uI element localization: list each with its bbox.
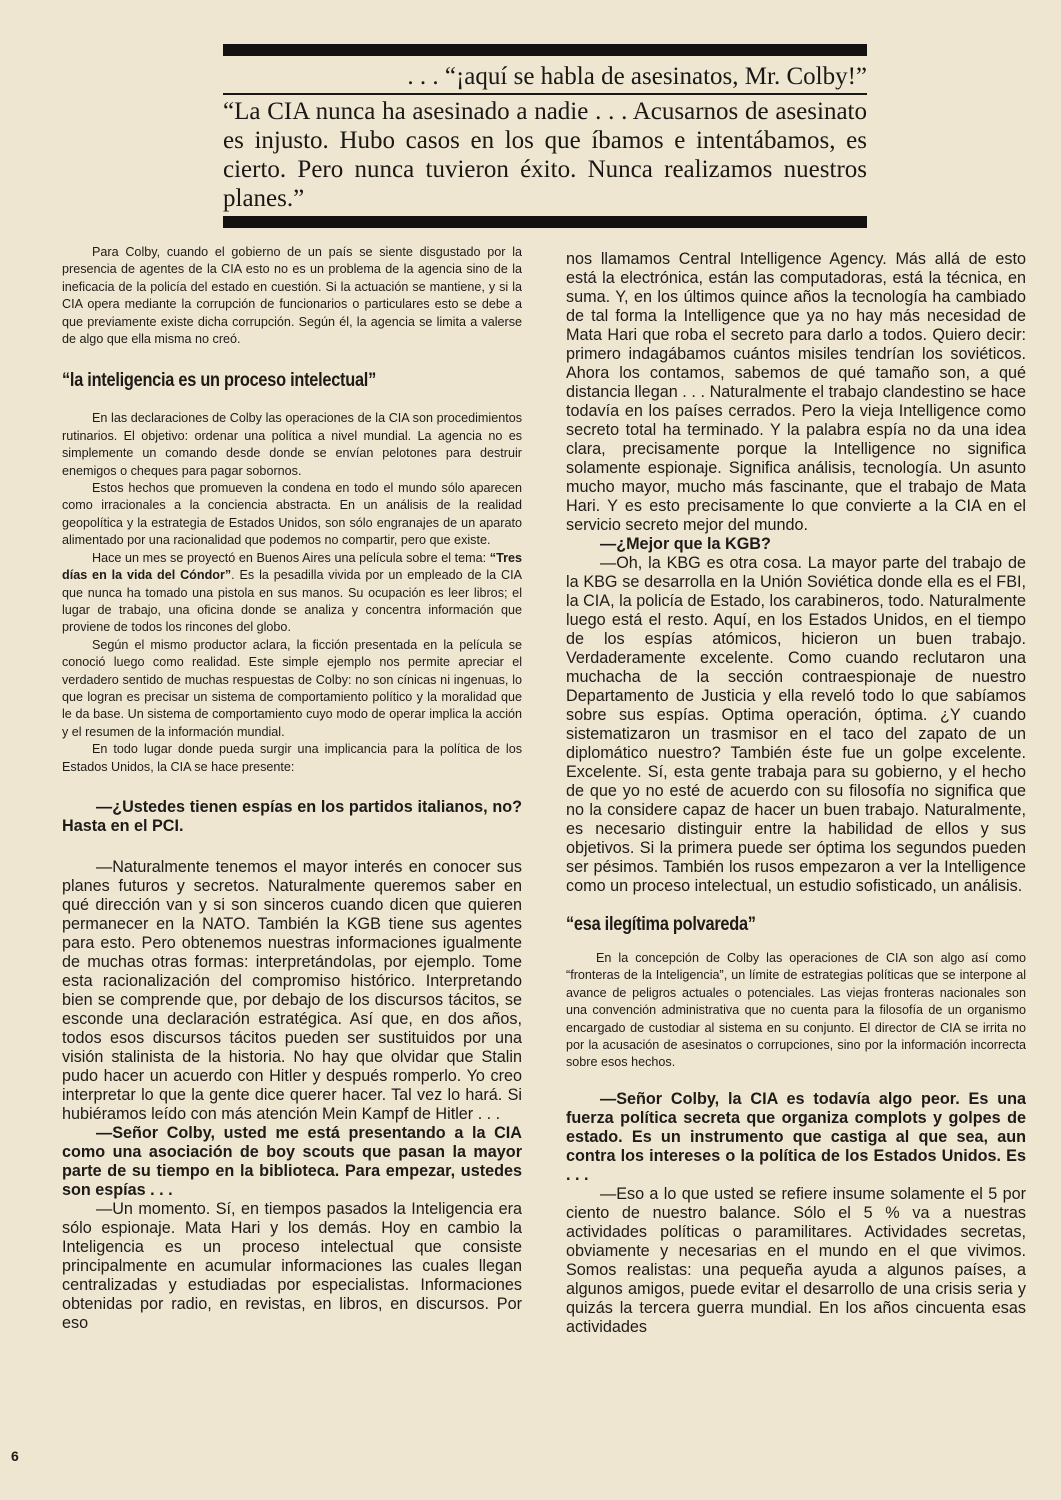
section-heading-inteligencia: “la inteligencia es un proceso intelectual” [62, 370, 376, 392]
body-paragraph: Según el mismo productor aclara, la ficción presentada en la película se conoció luego como realidad. Este simple ejemplo nos permite apreciar el verdadero sentido de muchas respuestas de Colby: no son cínicas ni ingenuas, lo que logran es precisar un sistema de comportamiento político y la moralidad que le da base. Un sistema de comportamiento cuyo modo de operar implica la acción y el resumen de la información mundial. [62, 637, 522, 739]
film-text-pre: Hace un mes se proyectó en Buenos Aires una película sobre el tema: [92, 550, 490, 565]
interview-answer: —Oh, la KBG es otra cosa. La mayor parte del trabajo de la KBG se desarrolla en la Unión Soviética donde ella es el FBI, la CIA, la policía de Estado, los carabineros, todo. Naturalmente luego está el resto. Aquí, en los Estados Unidos, en el tiempo de los espías atómicos, hicieron un buen trabajo. Verdaderamente excelente. Como cuando reclutaron una muchacha de la sección contraespionaje de nuestro Departamento de Justicia y ella reveló todo lo que sabíamos sobre sus espías. Optima operación, óptima. ¿Y cuando sistematizaron un trasmisor en el taco del zapato de un diplomático nuestro? También éste fue un golpe excelente. Excelente. Sí, esta gente trabaja para su gobierno, y el hecho de que yo no esté de acuerdo con su filosofía no significa que no la considere capaz de hacer un buen trabajo. Naturalmente, es necesario distinguir entre la habilidad de ellos y sus objetivos. Si la primera puede ser óptima los segundos pueden ser pésimos. También los rusos empezaron a ver la Intelligence como un proceso intelectual, un estudio sofisticado, un análisis. [566, 554, 1026, 895]
section-heading-polvareda: “esa ilegítima polvareda” [566, 914, 756, 935]
body-paragraph: En las declaraciones de Colby las operaciones de la CIA son procedimientos rutinarios. El objetivo: ordenar una política a nivel mundial. La agencia no es simplemente un comando desde donde se envían pelotones para destruir enemigos o cheques para pagar sobornos. [62, 411, 522, 478]
film-title: “Tres días en la vida del Cóndor” [62, 550, 522, 583]
body-paragraph-film [62, 550, 522, 637]
body-paragraph: En la concepción de Colby las operaciones de CIA son algo así como “fronteras de la Inteligencia”, un límite de estrategias políticas que se interpone al avance de peligros actuales o potenciales. Las viejas fronteras nacionales son una convención administrativa que no cuenta para la filosofía de un organismo encargado de custodiar al sistema en su conjunto. El director de CIA se irrita no por la acusación de asesinatos o corrupciones, sino por la información incorrecta sobre esos hechos. [566, 951, 1026, 1070]
interview-question: —¿Ustedes tienen espías en los partidos italianos, no? Hasta en el PCI. [62, 797, 522, 835]
interview-question: —Señor Colby, usted me está presentando a la CIA como una asociación de boy scouts que pasan la mayor parte de su tiempo en la biblioteca. Para empezar, ustedes son espías . . . [62, 1123, 522, 1199]
body-paragraph: Estos hechos que promueven la condena en todo el mundo sólo aparecen como irracionales a la conciencia abstracta. En un análisis de la realidad geopolítica y la estrategia de Estados Unidos, son sólo engranajes de un aparato alimentado por una racionalidad que podemos no compartir, pero que existe. [62, 481, 522, 548]
pull-quote-lead: . . . “¡aquí se habla de asesinatos, Mr. Colby!” [407, 63, 867, 90]
pull-quote-bottom-rule [223, 216, 867, 228]
right-column [566, 250, 1026, 1480]
film-text-post: . Es la pesadilla vivida por un empleado de la CIA que nunca ha tomado una pistola en sus manos. Su ocupación es leer libros; el lugar de trabajo, una oficina donde se analiza y concentra información que proviene de todos los rincones del globo. [62, 568, 522, 635]
interview-answer-continued: nos llamamos Central Intelligence Agency. Más allá de esto está la electrónica, están las computadoras, está la técnica, en suma. Y, en los últimos quince años la tecnología ha cambiado de tal forma la Intelligence que ya no hay más necesidad de Mata Hari que roba el secreto para darlo a todos. Quiero decir: primero indagábamos cuántos misiles tendrían los soviéticos. Ahora los contamos, sabemos de qué tamaño son, a qué distancia llegan . . . Naturalmente el trabajo clandestino se hace todavía en los países cerrados. Pero la vieja Intelligence como secreto total ha terminado. Y la palabra espía no da una idea clara, precisamente porque la Intelligence no significa solamente espionaje. Significa análisis, tecnología. Un asunto mucho mayor, mucho más fascinante, que el trabajo de Mata Hari. Y es esto precisamente lo que convierte a la CIA en el servicio secreto mejor del mundo. [566, 250, 1026, 534]
interview-question: —¿Mejor que la KGB? [600, 535, 771, 553]
interview-answer: —Un momento. Sí, en tiempos pasados la Inteligencia era sólo espionaje. Mata Hari y los demás. Hoy en cambio la Inteligencia es un proceso intelectual que consiste principalmente en acumular informaciones las cuales llegan centralizadas y estudiadas por especialistas. Informaciones obtenidas por radio, en revistas, en libros, en discursos. Por eso [62, 1199, 522, 1332]
interview-answer: —Naturalmente tenemos el mayor interés en conocer sus planes futuros y secretos. Naturalmente queremos saber en qué dirección van y si son sinceros cuando dicen que quieren permanecer en la NATO. También la KGB tiene sus agentes para esto. Pero obtenemos nuestras informaciones igualmente de muchas otras formas: interpretándolas, por ejemplo. Tome esta racionalización del compromiso histórico. Interpretando bien se comprende que, por debajo de los discursos tácitos, se esconde una declaración estratégica. Así que, en dos años, todos esos discursos tácitos pueden ser sustituidos por una visión stalinista de la historia. No hay que olvidar que Stalin pudo hacer un acuerdo con Hitler y después romperlo. Yo creo interpretar lo que la gente dice querer hacer. Tal vez lo hará. Si hubiéramos leído con más atención Mein Kampf de Hitler . . . [62, 857, 522, 1123]
intro-paragraph: Para Colby, cuando el gobierno de un país se siente disgustado por la presencia de agentes de la CIA esto no es un problema de la agencia sino de la ineficacia de la policía del estado en cuestión. Si la actuación se mantiene, y si la CIA opera mediante la corrupción de funcionarios o particulares esto se debe a que previamente existe dicha corrupción. Según él, la agencia se limita a valerse de algo que ella misma no creó. [62, 245, 522, 347]
pull-quote-body: “La CIA nunca ha asesinado a nadie . . . Acusarnos de asesinato es injusto. Hubo casos en los que íbamos e intentábamos, es cierto. Pero nunca tuvieron éxito. Nunca realizamos nuestros planes.” [223, 98, 867, 212]
page-number: 6 [11, 1448, 19, 1464]
body-paragraph: En todo lugar donde pueda surgir una implicancia para la política de los Estados Unidos, la CIA se hace presente: [62, 742, 522, 774]
pull-quote-divider [223, 93, 867, 95]
pull-quote [223, 62, 867, 213]
interview-answer: —Eso a lo que usted se refiere insume solamente el 5 por ciento de nuestro balance. Sólo el 5 % va a nuestras actividades políticas o paramilitares. Actividades secretas, obviamente y necesarias en el mundo en el que vivimos. Somos realistas: una pequeña ayuda a algunos países, a algunos amigos, puede evitar el desarrollo de una crisis seria y quizás la tercera guerra mundial. En los años cincuenta esas actividades [566, 1184, 1026, 1336]
left-column [62, 244, 522, 1480]
interview-question: —Señor Colby, la CIA es todavía algo peor. Es una fuerza política secreta que organiza complots y golpes de estado. Es un instrumento que castiga al que sea, aun contra los intereses o la política de los Estados Unidos. Es . . . [566, 1089, 1026, 1184]
pull-quote-top-rule [223, 44, 867, 56]
